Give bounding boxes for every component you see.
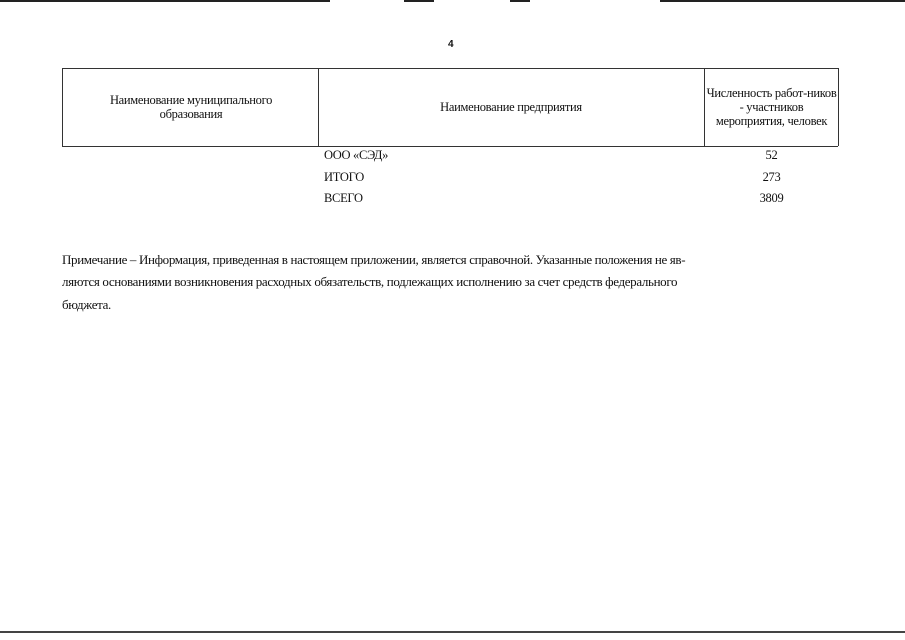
scan-edge-top-right xyxy=(660,0,905,2)
table-row-enterprise: ООО «СЭД» xyxy=(324,148,389,162)
table-header-bottom-border xyxy=(62,146,838,147)
page-number: 4 xyxy=(448,39,454,50)
scan-edge-top-left xyxy=(0,0,330,2)
scan-edge-bottom xyxy=(0,631,905,633)
header-employee-count: Численность работ-ников - участников мероприятия, человек xyxy=(706,86,837,128)
table-row-count: 273 xyxy=(762,170,781,184)
table-row-enterprise: ИТОГО xyxy=(324,170,364,184)
table-row-count: 52 xyxy=(765,148,778,162)
note-line: Примечание – Информация, приведенная в настоящем приложении, является справочной. Указанные положения не яв- xyxy=(62,252,686,267)
table-left-border xyxy=(62,68,63,146)
header-municipality: Наименование муниципального образования xyxy=(109,93,273,121)
header-enterprise: Наименование предприятия xyxy=(440,100,582,114)
scan-edge-top-mid2 xyxy=(510,0,530,2)
note-line: ляются основаниями возникновения расходных обязательств, подлежащих исполнению за счет средств федерального xyxy=(62,274,678,289)
note-line: бюджета. xyxy=(62,297,111,312)
table-row-count: 3809 xyxy=(759,191,784,205)
table-right-border xyxy=(838,68,839,146)
table-row-enterprise: ВСЕГО xyxy=(324,191,363,205)
scan-edge-top-mid1 xyxy=(404,0,434,2)
